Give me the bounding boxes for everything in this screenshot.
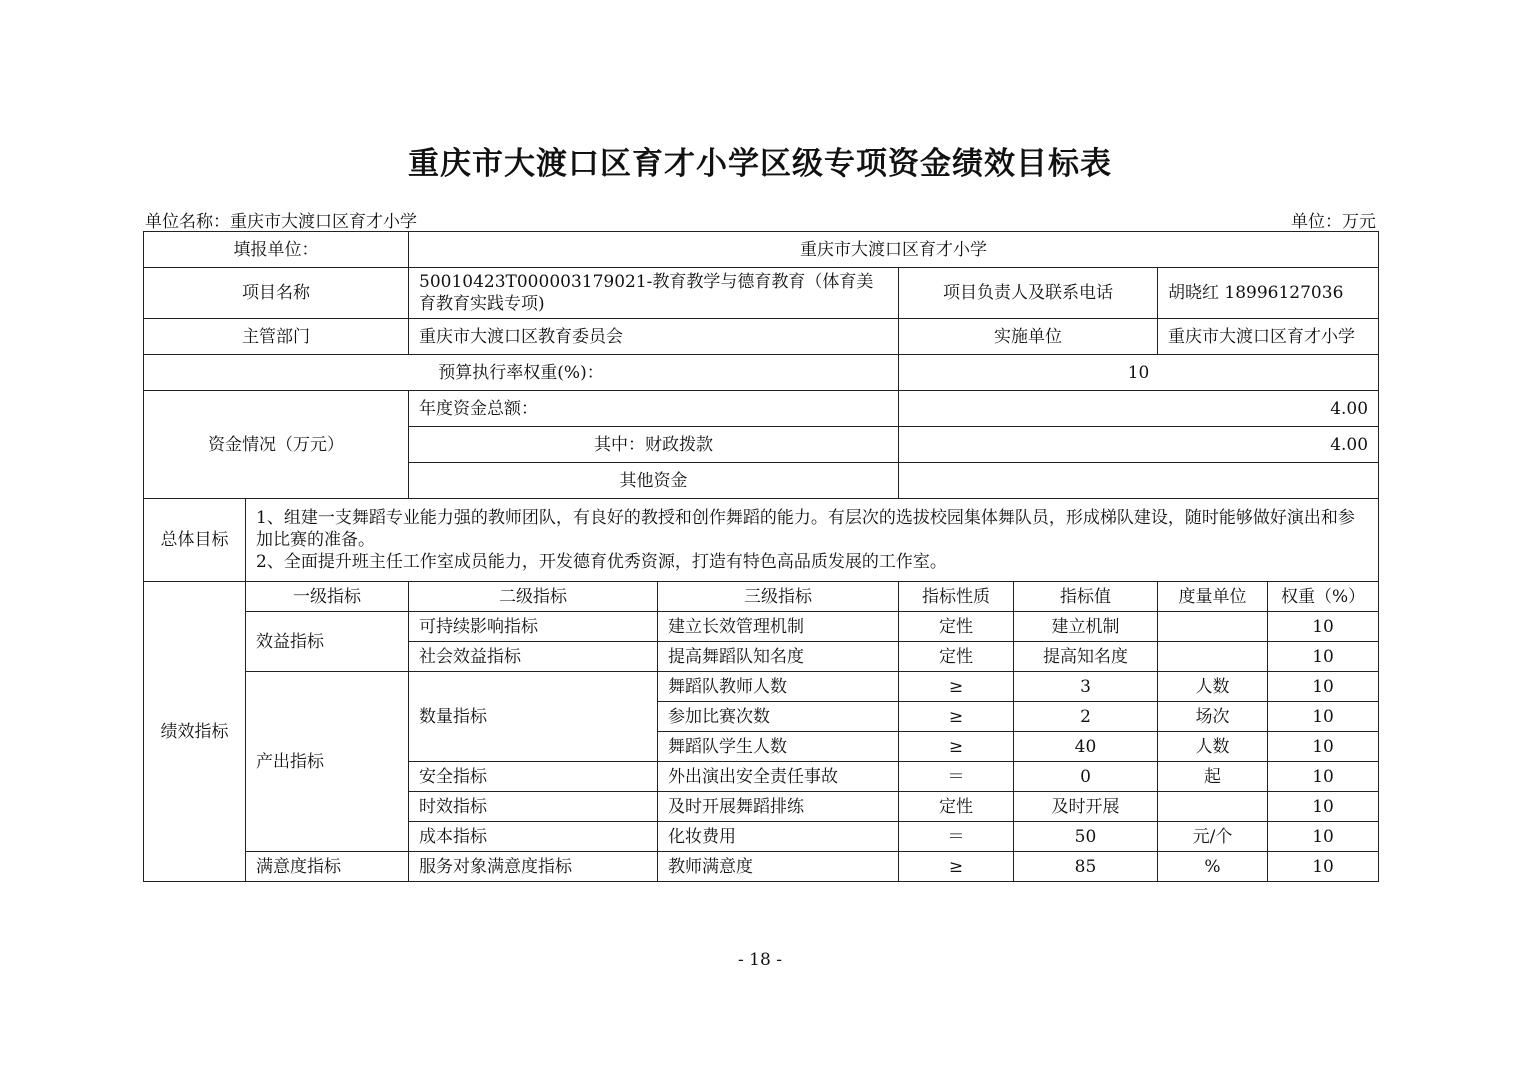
funds-label: 资金情况（万元） — [144, 391, 409, 499]
row-name: 舞蹈队学生人数 — [658, 732, 899, 762]
currency-unit: 单位：万元 — [1291, 212, 1376, 232]
row-name: 教师满意度 — [658, 852, 899, 882]
header-weight: 权重（%） — [1268, 582, 1379, 612]
header-level1: 一级指标 — [246, 582, 409, 612]
goal-content — [246, 499, 1379, 582]
fiscal-value: 4.00 — [899, 427, 1379, 463]
row-value: 提高知名度 — [1014, 642, 1158, 672]
row-value: 50 — [1014, 822, 1158, 852]
level2-quantity: 数量指标 — [409, 672, 658, 762]
header-nature: 指标性质 — [899, 582, 1014, 612]
row-nature: ≥ — [899, 702, 1014, 732]
row-nature: ＝ — [899, 822, 1014, 852]
row-weight: 10 — [1268, 732, 1379, 762]
row-name: 建立长效管理机制 — [658, 612, 899, 642]
implementer-label: 实施单位 — [899, 319, 1158, 355]
level1-benefit: 效益指标 — [246, 612, 409, 672]
header-value: 指标值 — [1014, 582, 1158, 612]
row-unit — [1158, 792, 1268, 822]
row-unit: 起 — [1158, 762, 1268, 792]
header-level3: 三级指标 — [658, 582, 899, 612]
project-leader-value: 胡晓红 18996127036 — [1158, 268, 1379, 319]
project-name-row — [144, 268, 1379, 319]
row-name: 化妆费用 — [658, 822, 899, 852]
header-unit: 度量单位 — [1158, 582, 1268, 612]
department-label: 主管部门 — [144, 319, 409, 355]
row-weight: 10 — [1268, 702, 1379, 732]
row-name: 参加比赛次数 — [658, 702, 899, 732]
row-nature: ＝ — [899, 762, 1014, 792]
indicators-label: 绩效指标 — [144, 582, 246, 882]
department-value: 重庆市大渡口区教育委员会 — [409, 319, 899, 355]
implementer-value: 重庆市大渡口区育才小学 — [1158, 319, 1379, 355]
table-row — [144, 612, 1379, 642]
page-number: - 18 - — [738, 950, 782, 970]
row-unit: 人数 — [1158, 732, 1268, 762]
annual-total-value: 4.00 — [899, 391, 1379, 427]
row-value: 3 — [1014, 672, 1158, 702]
row-nature: ≥ — [899, 852, 1014, 882]
project-name-label: 项目名称 — [144, 268, 409, 319]
header-level2: 二级指标 — [409, 582, 658, 612]
row-nature: 定性 — [899, 642, 1014, 672]
annual-total-label: 年度资金总额： — [409, 391, 899, 427]
row-weight: 10 — [1268, 762, 1379, 792]
level2-social: 社会效益指标 — [409, 642, 658, 672]
row-unit: % — [1158, 852, 1268, 882]
row-value: 40 — [1014, 732, 1158, 762]
row-name: 提高舞蹈队知名度 — [658, 642, 899, 672]
row-unit: 人数 — [1158, 672, 1268, 702]
table-row — [144, 672, 1379, 702]
department-row — [144, 319, 1379, 355]
level2-sustainable: 可持续影响指标 — [409, 612, 658, 642]
row-value: 2 — [1014, 702, 1158, 732]
level2-safety: 安全指标 — [409, 762, 658, 792]
goal-row — [144, 499, 1379, 582]
row-unit — [1158, 642, 1268, 672]
row-name: 外出演出安全责任事故 — [658, 762, 899, 792]
budget-weight-row — [144, 355, 1379, 391]
goal-line-1: 1、组建一支舞蹈专业能力强的教师团队，有良好的教授和创作舞蹈的能力。有层次的选拔校园集体舞队员，形成梯队建设，随时能够做好演出和参加比赛的准备。 — [256, 508, 1355, 550]
row-value: 及时开展 — [1014, 792, 1158, 822]
level2-cost: 成本指标 — [409, 822, 658, 852]
level2-service-satisfaction: 服务对象满意度指标 — [409, 852, 658, 882]
level1-output: 产出指标 — [246, 672, 409, 852]
row-weight: 10 — [1268, 642, 1379, 672]
row-value: 85 — [1014, 852, 1158, 882]
row-value: 建立机制 — [1014, 612, 1158, 642]
row-nature: ≥ — [899, 732, 1014, 762]
project-leader-label: 项目负责人及联系电话 — [899, 268, 1158, 319]
performance-table — [143, 231, 1379, 882]
level2-timeliness: 时效指标 — [409, 792, 658, 822]
row-weight: 10 — [1268, 822, 1379, 852]
row-weight: 10 — [1268, 612, 1379, 642]
row-nature: ≥ — [899, 672, 1014, 702]
budget-weight-label: 预算执行率权重(%)： — [144, 355, 899, 391]
project-name-value: 50010423T000003179021-教育教学与德育教育（体育美育教育实践专项) — [409, 268, 899, 319]
reporting-unit-value: 重庆市大渡口区育才小学 — [409, 232, 1379, 268]
row-weight: 10 — [1268, 852, 1379, 882]
other-funds-label: 其他资金 — [409, 463, 899, 499]
fiscal-label: 其中：财政拨款 — [409, 427, 899, 463]
unit-name: 单位名称：重庆市大渡口区育才小学 — [145, 212, 417, 232]
row-weight: 10 — [1268, 672, 1379, 702]
level1-satisfaction: 满意度指标 — [246, 852, 409, 882]
goal-line-2: 2、全面提升班主任工作室成员能力，开发德育优秀资源，打造有特色高品质发展的工作室。 — [256, 552, 947, 572]
row-unit: 元/个 — [1158, 822, 1268, 852]
row-nature: 定性 — [899, 612, 1014, 642]
goal-label: 总体目标 — [144, 499, 246, 582]
row-value: 0 — [1014, 762, 1158, 792]
reporting-unit-row — [144, 232, 1379, 268]
page-title: 重庆市大渡口区育才小学区级专项资金绩效目标表 — [408, 146, 1112, 182]
row-name: 舞蹈队教师人数 — [658, 672, 899, 702]
row-name: 及时开展舞蹈排练 — [658, 792, 899, 822]
row-weight: 10 — [1268, 792, 1379, 822]
row-unit: 场次 — [1158, 702, 1268, 732]
reporting-unit-label: 填报单位： — [144, 232, 409, 268]
budget-weight-value: 10 — [899, 355, 1379, 391]
row-nature: 定性 — [899, 792, 1014, 822]
indicator-header-row — [144, 582, 1379, 612]
other-funds-value — [899, 463, 1379, 499]
row-unit — [1158, 612, 1268, 642]
table-row — [144, 852, 1379, 882]
annual-total-row — [144, 391, 1379, 427]
